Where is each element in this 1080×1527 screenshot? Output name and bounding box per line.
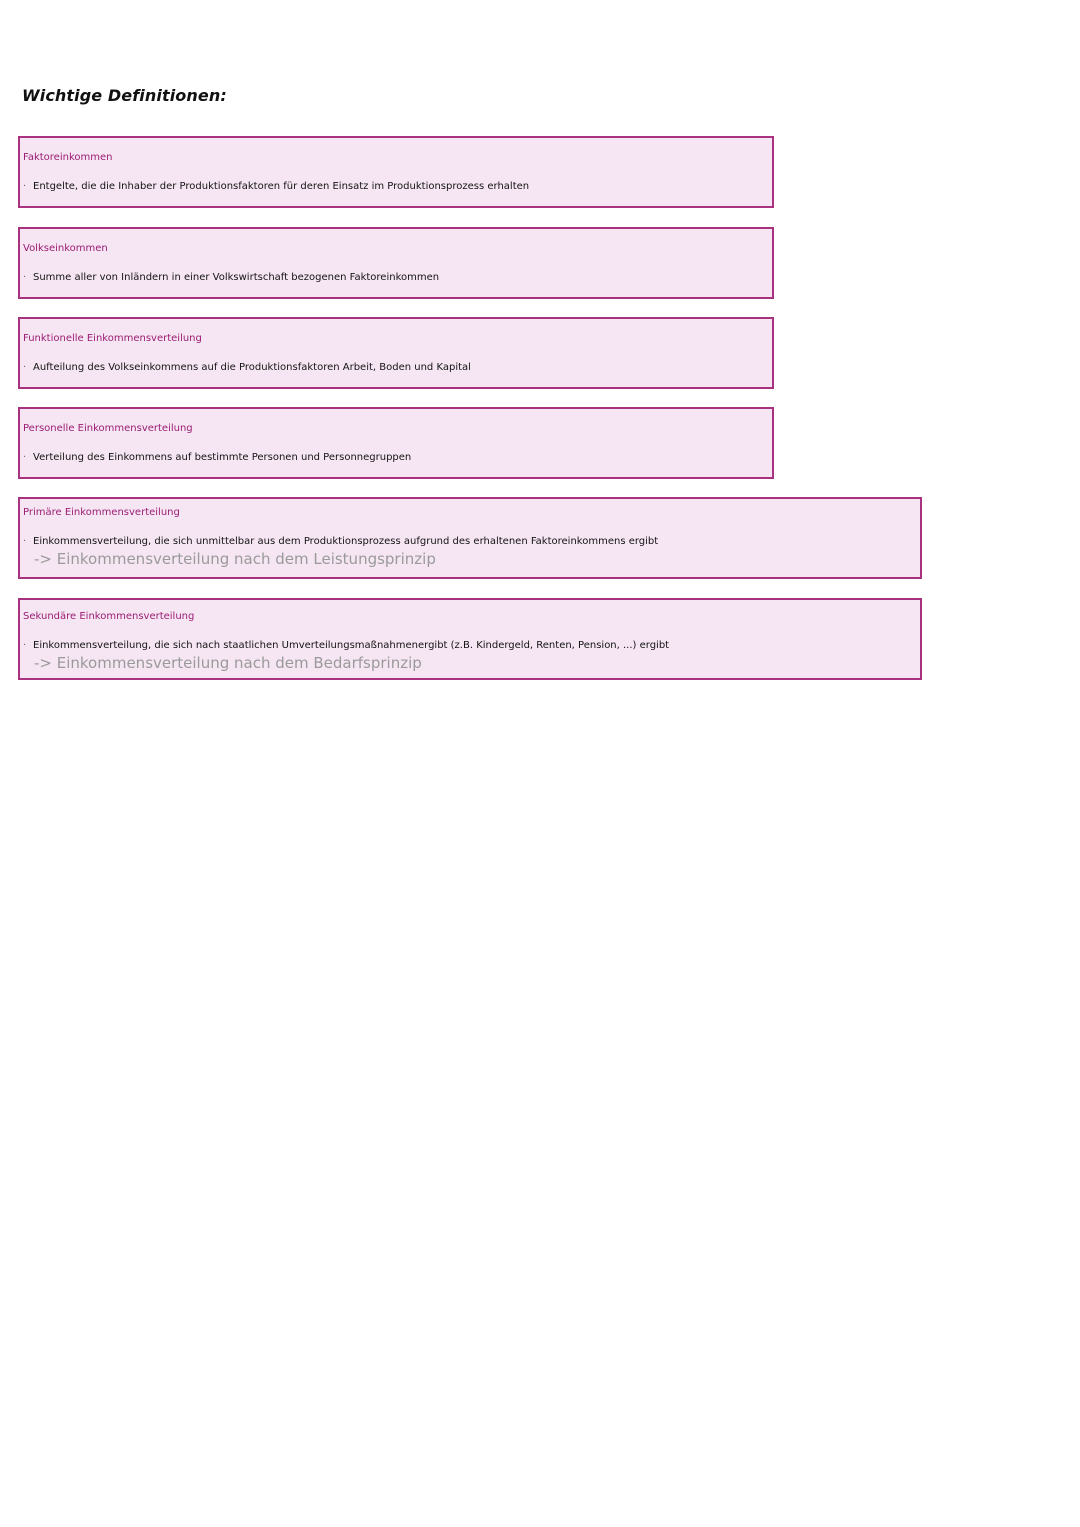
definition-title: Funktionelle Einkommensverteilung <box>23 333 202 344</box>
bullet-icon: · <box>23 272 27 283</box>
definition-note: -> Einkommensverteilung nach dem Bedarfsprinzip <box>34 654 422 672</box>
definition-text: Einkommensverteilung, die sich nach staatlichen Umverteilungsmaßnahmenergibt (z.B. Kindergeld, Renten, Pension, ...) ergibt <box>33 640 670 651</box>
definition-box-funktionelle-einkommensverteilung <box>18 317 774 389</box>
page-heading: Wichtige Definitionen: <box>22 86 227 105</box>
definition-title: Volkseinkommen <box>23 243 108 254</box>
definition-title: Primäre Einkommensverteilung <box>23 507 180 518</box>
definition-box-personelle-einkommensverteilung <box>18 407 774 479</box>
definition-text: Verteilung des Einkommens auf bestimmte Personen und Personnegruppen <box>33 452 412 463</box>
definition-text-line <box>23 532 920 551</box>
definition-note: -> Einkommensverteilung nach dem Leistungsprinzip <box>34 550 436 568</box>
definition-title: Sekundäre Einkommensverteilung <box>23 611 195 622</box>
bullet-icon: · <box>23 536 27 547</box>
definition-text-line <box>23 448 772 467</box>
definition-text-line <box>23 177 772 196</box>
bullet-icon: · <box>23 181 27 192</box>
definition-box-sekundaere-einkommensverteilung <box>18 598 922 680</box>
bullet-icon: · <box>23 362 27 373</box>
definition-text-line <box>23 636 920 655</box>
definition-box-primaere-einkommensverteilung <box>18 497 922 579</box>
definition-text: Einkommensverteilung, die sich unmittelbar aus dem Produktionsprozess aufgrund des erhaltenen Faktoreinkommens ergibt <box>33 536 659 547</box>
definition-text-line <box>23 268 772 287</box>
definition-title: Personelle Einkommensverteilung <box>23 423 193 434</box>
definition-title: Faktoreinkommen <box>23 152 113 163</box>
definition-text: Aufteilung des Volkseinkommens auf die Produktionsfaktoren Arbeit, Boden und Kapital <box>33 362 471 373</box>
definition-text: Summe aller von Inländern in einer Volkswirtschaft bezogenen Faktoreinkommen <box>33 272 440 283</box>
bullet-icon: · <box>23 452 27 463</box>
definition-text-line <box>23 358 772 377</box>
definition-box-volkseinkommen <box>18 227 774 299</box>
definition-text: Entgelte, die die Inhaber der Produktionsfaktoren für deren Einsatz im Produktionsprozess erhalten <box>33 181 530 192</box>
bullet-icon: · <box>23 640 27 651</box>
definition-box-faktoreinkommen <box>18 136 774 208</box>
